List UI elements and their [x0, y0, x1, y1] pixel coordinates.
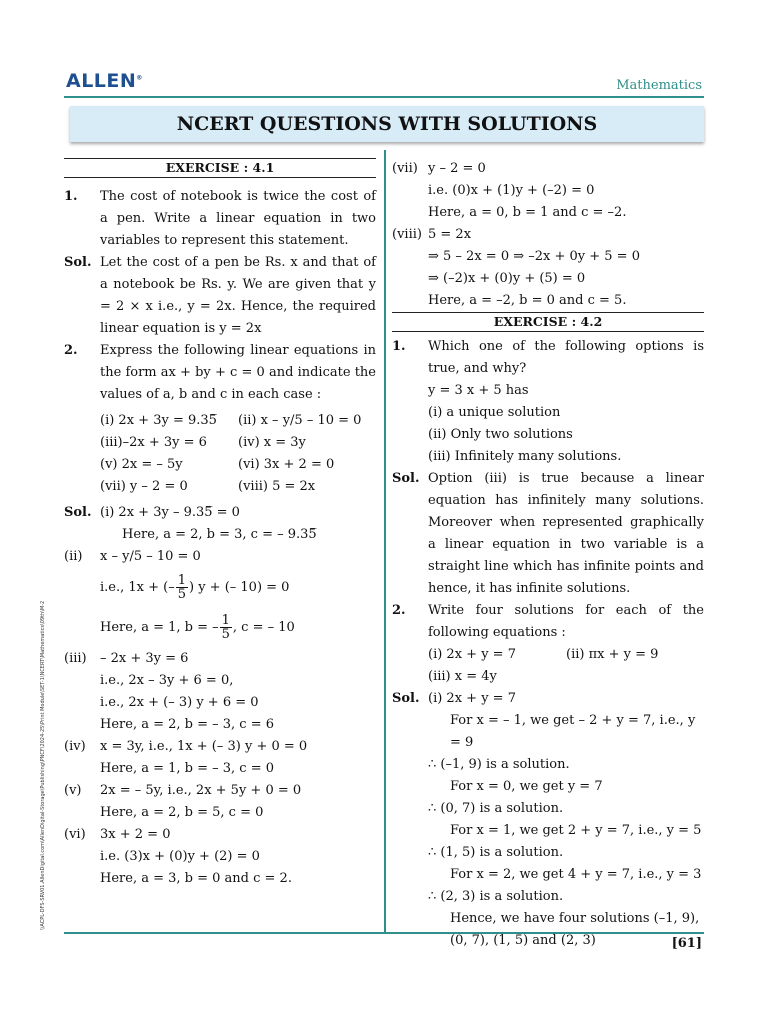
solution-line: Here, a = 1, b = – $\frac{1}{5}$ , c = – 10	[100, 613, 295, 642]
solution-line: For x = 1, we get 2 + y = 7, i.e., y = 5	[450, 823, 702, 838]
solution-line: i.e., 1x + (– $\frac{1}{5}$ ) y + (– 10) = 0	[100, 573, 290, 602]
solution-line: Hence, we have four solutions (–1, 9), (0, 7), (1, 5) and (2, 3)	[450, 911, 700, 948]
solution-line: For x = – 1, we get – 2 + y = 7, i.e., y = 9	[450, 713, 696, 750]
solution-line: Here, a = 2, b = 3, c = – 9.35̅	[122, 527, 317, 542]
option: (iii) Infinitely many solutions.	[428, 449, 622, 464]
solution-line: ⇒ (–2)x + (0)y + (5) = 0	[428, 271, 586, 286]
options-row: (iii)–2x + 3y = 6 (iv) x = 3y	[100, 435, 306, 450]
question: 2. Express the following linear equations in the form ax + by + c = 0 and indicate the values of a, b and c in each case :	[64, 343, 376, 402]
page-number: [61]	[671, 936, 702, 951]
solution-line: Here, a = 0, b = 1 and c = –2.	[428, 205, 627, 220]
solution-line: i.e. (3)x + (0)y + (2) = 0	[100, 849, 260, 864]
solution-line: Here, a = –2, b = 0 and c = 5.	[428, 293, 627, 308]
solution-line: For x = 2, we get 4 + y = 7, i.e., y = 3	[450, 867, 702, 882]
left-column	[64, 158, 376, 890]
question-line: y = 3 x + 5 has	[428, 383, 529, 398]
solution-line: i.e., 2x + (– 3) y + 6 = 0	[100, 695, 259, 710]
solution-part: (vi) 3x + 2 = 0	[64, 827, 171, 842]
option: (iii) x = 4y	[428, 669, 497, 684]
solution-line: Here, a = 3, b = 0 and c = 2.	[100, 871, 292, 886]
solution-part: (iii) – 2x + 3y = 6	[64, 651, 189, 666]
options-row: (vii) y – 2 = 0 (viii) 5 = 2x	[100, 479, 316, 494]
solution-part: (iv) x = 3y, i.e., 1x + (– 3) y + 0 = 0	[64, 739, 308, 754]
solution-part: (ii) x – y/5 – 10 = 0	[64, 549, 201, 564]
footer-rule	[64, 932, 704, 934]
solution-part: (v) 2x = – 5y, i.e., 2x + 5y + 0 = 0	[64, 783, 302, 798]
exercise-heading: EXERCISE : 4.1	[64, 158, 376, 178]
right-column	[392, 158, 704, 952]
option: (ii) Only two solutions	[428, 427, 573, 442]
solution-line: ∴ (–1, 9) is a solution.	[428, 757, 570, 772]
solution: Sol. Let the cost of a pen be Rs. x and that of a notebook be Rs. y. We are given that y = 2 × x i.e., y = 2x. Hence, the required linear equation is y = 2x	[64, 255, 376, 336]
solution-line: Here, a = 1, b = – 3, c = 0	[100, 761, 275, 776]
solution: Sol. Option (iii) is true because a linear equation has infinitely many solutions. Moreover when represented graphically a linear equation in two variable is a straight line which has infinite points and hence, it has infinite solutions.	[392, 471, 704, 596]
solution-line: For x = 0, we get y = 7	[450, 779, 603, 794]
solution-line: ∴ (1, 5) is a solution.	[428, 845, 564, 860]
subject-label: Mathematics	[616, 78, 702, 93]
solution-line: ∴ (0, 7) is a solution.	[428, 801, 564, 816]
exercise-heading: EXERCISE : 4.2	[392, 312, 704, 332]
question: 2. Write four solutions for each of the following equations :	[392, 603, 704, 640]
file-path-code: \\ACPL-DFS-SRV01.AllenDigital.com\AllenDigital-Storage\Publishing\PNCF\2024-25\Print Module\SET-1\NCERT\Mathematics\09th\M-2	[40, 600, 46, 930]
solution-part: (viii) 5 = 2x	[392, 227, 472, 242]
options-row: (i) 2x + 3y = 9.35̅ (ii) x – y/5 – 10 = 0	[100, 413, 362, 428]
question: 1. The cost of notebook is twice the cost of a pen. Write a linear equation in two variables to represent this statement.	[64, 189, 376, 248]
solution: Sol. (i) 2x + 3y – 9.35̅ = 0	[64, 505, 240, 520]
solution-line: ∴ (2, 3) is a solution.	[428, 889, 564, 904]
options-row: (i) 2x + y = 7 (ii) πx + y = 9	[428, 647, 659, 662]
option: (i) a unique solution	[428, 405, 561, 420]
solution-line: ⇒ 5 – 2x = 0 ⇒ –2x + 0y + 5 = 0	[428, 249, 640, 264]
options-row: (v) 2x = – 5y (vi) 3x + 2 = 0	[100, 457, 335, 472]
solution-line: i.e. (0)x + (1)y + (–2) = 0	[428, 183, 595, 198]
solution: Sol. (i) 2x + y = 7	[392, 691, 516, 706]
solution-line: i.e., 2x – 3y + 6 = 0,	[100, 673, 234, 688]
header-rule	[64, 96, 704, 98]
question: 1. Which one of the following options is true, and why?	[392, 339, 704, 376]
allen-logo: ALLEN®	[66, 70, 143, 92]
column-divider	[384, 150, 386, 932]
page-title: NCERT QUESTIONS WITH SOLUTIONS	[70, 106, 704, 142]
solution-part: (vii) y – 2 = 0	[392, 161, 486, 176]
solution-line: Here, a = 2, b = 5, c = 0	[100, 805, 264, 820]
solution-line: Here, a = 2, b = – 3, c = 6	[100, 717, 275, 732]
